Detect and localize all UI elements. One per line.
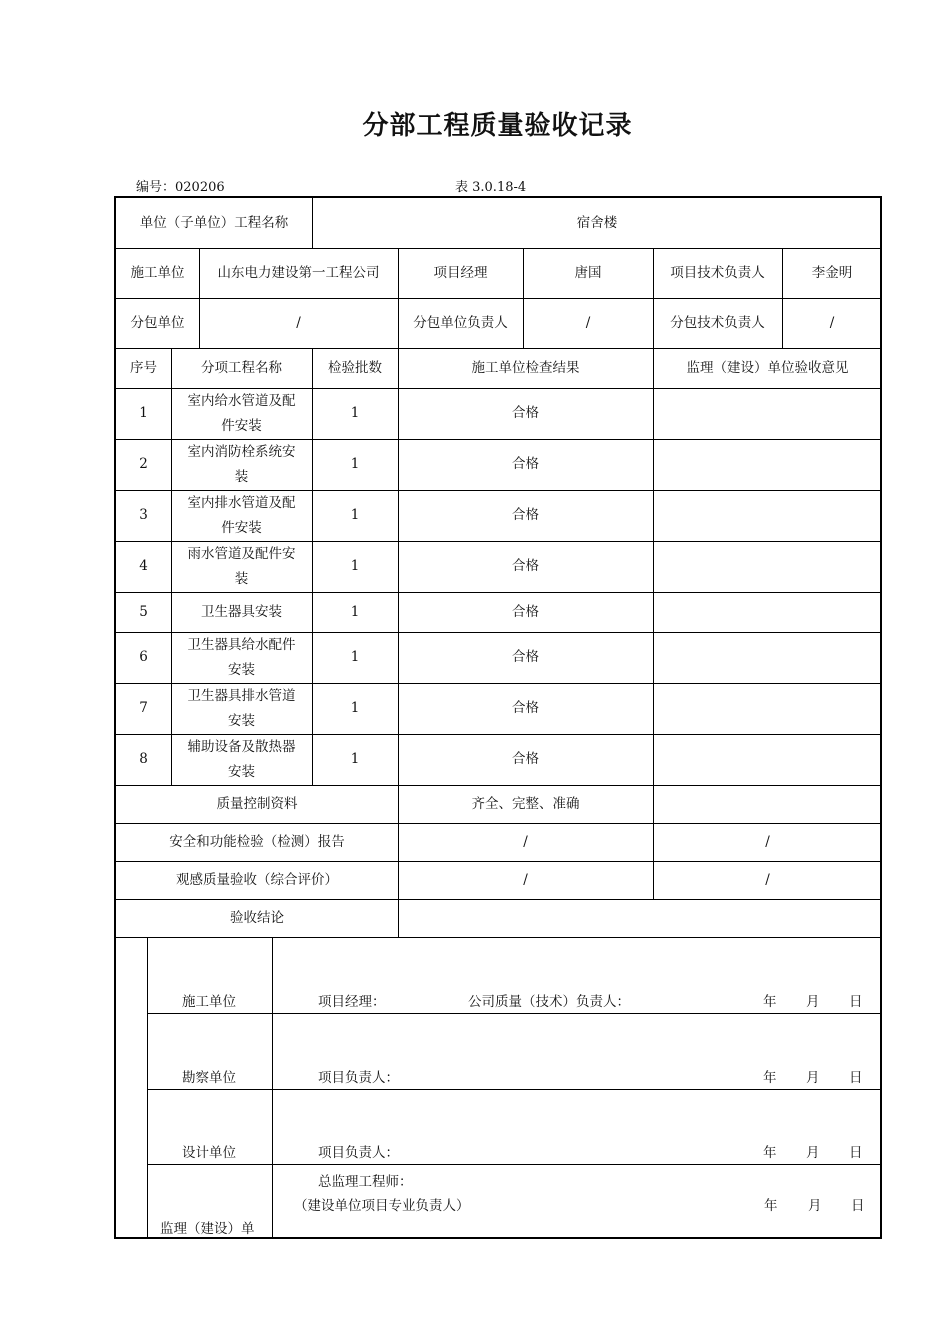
row-8-name: 辅助设备及散热器安装 bbox=[187, 738, 296, 780]
tech-lead-value: 李金明 bbox=[811, 264, 853, 281]
survey-day: 日 bbox=[849, 1070, 863, 1086]
construction-qa-label: 公司质量（技术）负责人： bbox=[468, 994, 630, 1010]
row-5-name: 卫生器具安装 bbox=[201, 603, 282, 620]
survey-lead-label: 项目负责人： bbox=[318, 1070, 399, 1086]
sub-tech-value: / bbox=[829, 314, 835, 331]
quality-docs-label: 质量控制资料 bbox=[216, 795, 298, 812]
supervision-unit-label: 监理（建设）单 bbox=[160, 1221, 255, 1237]
design-unit-label: 设计单位 bbox=[182, 1145, 236, 1161]
unit-project-label: 单位（子单位）工程名称 bbox=[139, 214, 289, 231]
acceptance-form bbox=[114, 196, 882, 1239]
survey-unit-label: 勘察单位 bbox=[182, 1070, 236, 1086]
row-5-batches: 1 bbox=[350, 603, 360, 620]
construction-unit-label: 施工单位 bbox=[130, 264, 185, 281]
table-reference: 表 3.0.18-4 bbox=[455, 180, 527, 195]
grid-line bbox=[147, 1164, 882, 1165]
row-7-batches: 1 bbox=[350, 700, 360, 716]
row-4-result: 合格 bbox=[512, 558, 539, 574]
row-7-result: 合格 bbox=[512, 700, 539, 716]
row-3-no: 3 bbox=[139, 507, 148, 523]
row-6-batches: 1 bbox=[350, 649, 360, 665]
row-2-batches: 1 bbox=[350, 456, 360, 472]
quality-docs-value: 齐全、完整、准确 bbox=[471, 795, 580, 812]
appearance-value: / bbox=[523, 871, 528, 888]
row-6-no: 6 bbox=[139, 649, 148, 665]
row-7-no: 7 bbox=[139, 700, 148, 716]
row-2-no: 2 bbox=[139, 456, 148, 472]
tech-lead-label: 项目技术负责人 bbox=[670, 264, 765, 281]
supervision-year: 年 bbox=[764, 1198, 778, 1214]
design-day: 日 bbox=[849, 1145, 863, 1161]
row-4-name: 雨水管道及配件安装 bbox=[187, 545, 296, 587]
conclusion-label: 验收结论 bbox=[230, 909, 284, 926]
construction-unit-signoff-label: 施工单位 bbox=[182, 994, 236, 1010]
project-manager-label: 项目经理 bbox=[433, 264, 488, 281]
row-4-no: 4 bbox=[139, 558, 148, 574]
sub-unit-label: 分包单位 bbox=[130, 314, 185, 331]
chief-engineer-label: 总监理工程师： bbox=[318, 1174, 413, 1190]
row-1-batches: 1 bbox=[350, 405, 360, 421]
grid-line bbox=[116, 937, 882, 938]
design-month: 月 bbox=[806, 1145, 820, 1161]
row-4-batches: 1 bbox=[350, 558, 360, 574]
safety-value: / bbox=[523, 833, 528, 850]
row-1-name: 室内给水管道及配件安装 bbox=[187, 392, 296, 434]
supervision-month: 月 bbox=[808, 1198, 822, 1214]
design-year: 年 bbox=[763, 1145, 777, 1161]
col-opinion: 监理（建设）单位验收意见 bbox=[686, 359, 849, 376]
survey-year: 年 bbox=[763, 1070, 777, 1086]
unit-project-value: 宿舍楼 bbox=[576, 214, 618, 231]
construction-month: 月 bbox=[806, 994, 820, 1010]
sub-lead-label: 分包单位负责人 bbox=[413, 314, 508, 331]
construction-year: 年 bbox=[763, 994, 777, 1010]
supervision-day: 日 bbox=[851, 1198, 865, 1214]
safety-opinion: / bbox=[765, 833, 770, 850]
design-lead-label: 项目负责人： bbox=[318, 1145, 399, 1161]
col-batches: 检验批数 bbox=[328, 359, 382, 376]
construction-unit-value: 山东电力建设第一工程公司 bbox=[217, 264, 380, 281]
construction-pm-label: 项目经理： bbox=[318, 994, 386, 1010]
row-3-result: 合格 bbox=[512, 507, 539, 523]
row-6-result: 合格 bbox=[512, 649, 539, 665]
row-2-result: 合格 bbox=[512, 456, 539, 472]
appearance-label: 观感质量验收（综合评价） bbox=[176, 871, 338, 888]
grid-line bbox=[653, 348, 654, 899]
col-check-result: 施工单位检查结果 bbox=[471, 359, 580, 376]
row-8-result: 合格 bbox=[512, 751, 539, 767]
row-3-name: 室内排水管道及配件安装 bbox=[187, 494, 296, 536]
sub-lead-value: / bbox=[585, 314, 591, 331]
grid-line bbox=[147, 1089, 882, 1090]
grid-line bbox=[272, 937, 273, 1239]
owner-lead-label: （建设单位项目专业负责人） bbox=[294, 1198, 470, 1214]
col-no: 序号 bbox=[130, 359, 157, 376]
form-code: 编号：020206 bbox=[136, 180, 225, 195]
sub-tech-label: 分包技术负责人 bbox=[670, 314, 765, 331]
grid-line bbox=[147, 937, 148, 1239]
row-8-batches: 1 bbox=[350, 751, 360, 767]
page-title: 分部工程质量验收记录 bbox=[362, 111, 633, 141]
row-1-no: 1 bbox=[139, 405, 148, 421]
project-manager-value: 唐国 bbox=[574, 264, 602, 281]
col-name: 分项工程名称 bbox=[201, 359, 282, 376]
row-3-batches: 1 bbox=[350, 507, 360, 523]
row-1-result: 合格 bbox=[512, 405, 539, 421]
row-6-name: 卫生器具给水配件安装 bbox=[187, 636, 296, 678]
appearance-opinion: / bbox=[765, 871, 770, 888]
survey-month: 月 bbox=[806, 1070, 820, 1086]
row-5-no: 5 bbox=[139, 603, 148, 620]
sub-unit-value: / bbox=[296, 314, 301, 331]
row-2-name: 室内消防栓系统安装 bbox=[187, 443, 296, 485]
row-5-result: 合格 bbox=[512, 603, 539, 620]
row-7-name: 卫生器具排水管道安装 bbox=[187, 687, 296, 729]
row-8-no: 8 bbox=[139, 751, 148, 767]
construction-day: 日 bbox=[849, 994, 863, 1010]
safety-label: 安全和功能检验（检测）报告 bbox=[169, 833, 345, 850]
grid-line bbox=[147, 1013, 882, 1014]
